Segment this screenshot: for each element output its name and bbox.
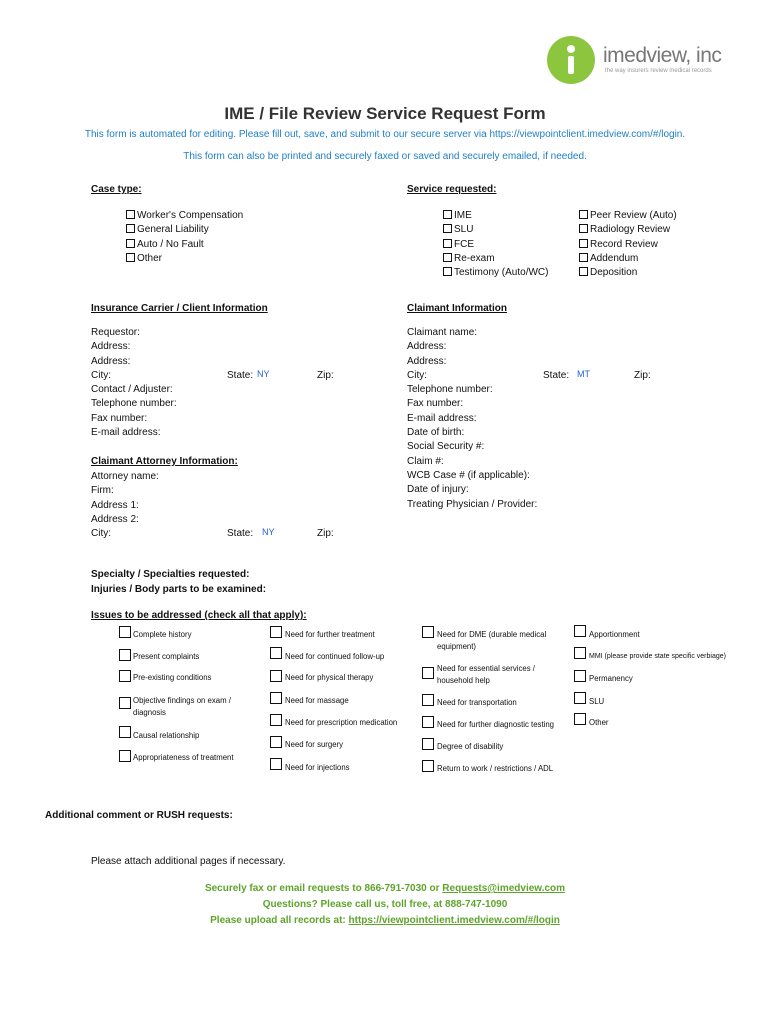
attorney-fields — [91, 470, 159, 541]
state-label: State: — [227, 528, 254, 539]
fax-field[interactable]: Fax number: — [407, 398, 464, 410]
checkbox-icon[interactable] — [270, 692, 282, 704]
logo-tagline: the way insurers review medical records — [605, 68, 712, 74]
checkbox-icon[interactable] — [579, 267, 588, 276]
checkbox-icon[interactable] — [270, 647, 282, 659]
service-option[interactable]: Radiology Review — [579, 223, 677, 237]
checkbox-icon[interactable] — [119, 670, 131, 682]
intro-print: This form can also be printed and securely faxed or saved and securely emailed, if needed. — [183, 151, 587, 162]
service-option[interactable]: Addendum — [579, 252, 677, 266]
logo-text: imedview, inc — [603, 44, 722, 67]
viewpoint-login-link[interactable]: https://viewpointclient.imedview.com/#/login — [348, 915, 560, 926]
state-label: State: — [227, 370, 254, 381]
footer-upload-line: Please upload all records at: https://viewpointclient.imedview.com/#/login — [210, 915, 560, 926]
service-option[interactable]: FCE — [443, 238, 548, 252]
firm-field[interactable]: Firm: — [91, 485, 114, 497]
requestor-field[interactable]: Requestor: — [91, 327, 140, 338]
case-option[interactable]: General Liability — [126, 223, 243, 237]
checkbox-icon[interactable] — [579, 253, 588, 262]
specialty-field[interactable]: Specialty / Specialties requested: — [91, 569, 250, 580]
email-field[interactable]: E-mail address: — [407, 412, 477, 424]
attach-note: Please attach additional pages if necessary. — [91, 856, 286, 867]
claim-number-field[interactable]: Claim #: — [407, 455, 444, 467]
checkbox-icon[interactable] — [443, 267, 452, 276]
dob-field[interactable]: Date of birth: — [407, 427, 465, 439]
case-type-options — [126, 209, 243, 266]
checkbox-icon[interactable] — [574, 670, 586, 682]
address-field[interactable]: Address 2: — [91, 513, 139, 525]
checkbox-icon[interactable] — [119, 726, 131, 738]
checkbox-icon[interactable] — [270, 736, 282, 748]
address-field[interactable]: Address 1: — [91, 499, 139, 511]
logo-i-icon — [547, 36, 595, 84]
page-title: IME / File Review Service Request Form — [224, 104, 546, 123]
checkbox-icon[interactable] — [422, 738, 434, 750]
state-input[interactable]: NY — [262, 527, 275, 537]
zip-field[interactable]: Zip: — [317, 528, 334, 539]
injury-date-field[interactable]: Date of injury: — [407, 484, 469, 496]
checkbox-icon[interactable] — [119, 626, 131, 638]
service-option[interactable]: SLU — [443, 223, 548, 237]
case-option[interactable]: Other — [126, 252, 243, 266]
ssn-field[interactable]: Social Security #: — [407, 441, 485, 453]
service-col2 — [579, 209, 677, 280]
claimant-heading: Claimant Information — [407, 303, 508, 314]
wcb-case-field[interactable]: WCB Case # (if applicable): — [407, 469, 530, 481]
attorney-heading: Claimant Attorney Information: — [91, 456, 238, 467]
checkbox-icon[interactable] — [422, 694, 434, 706]
checkbox-icon[interactable] — [574, 647, 586, 659]
service-option[interactable]: Re-exam — [443, 252, 548, 266]
state-label: State: — [543, 370, 570, 381]
physician-field[interactable]: Treating Physician / Provider: — [407, 498, 538, 510]
service-option[interactable]: Record Review — [579, 238, 677, 252]
checkbox-icon[interactable] — [574, 713, 586, 725]
contact-field[interactable]: Contact / Adjuster: — [91, 384, 173, 396]
city-field[interactable]: City: — [91, 369, 111, 381]
checkbox-icon[interactable] — [422, 667, 434, 679]
checkbox-icon[interactable] — [270, 626, 282, 638]
checkbox-icon[interactable] — [579, 224, 588, 233]
address-field[interactable]: Address: — [91, 341, 131, 353]
insurance-fields — [91, 326, 177, 440]
footer-fax-line: Securely fax or email requests to 866-791-7030 or Requests@imedview.com — [204, 883, 566, 894]
service-col1 — [443, 209, 548, 280]
checkbox-icon[interactable] — [574, 625, 586, 637]
attorney-name-field[interactable]: Attorney name: — [91, 471, 159, 482]
zip-field[interactable]: Zip: — [634, 370, 651, 381]
fax-field[interactable]: Fax number: — [91, 412, 148, 424]
claimant-fields — [407, 326, 537, 512]
checkbox-icon[interactable] — [126, 210, 135, 219]
service-option[interactable]: IME — [443, 209, 548, 223]
footer-questions-line: Questions? Please call us, toll free, at 888-747-1090 — [262, 899, 508, 910]
phone-field[interactable]: Telephone number: — [407, 384, 493, 396]
checkbox-icon[interactable] — [422, 626, 434, 638]
checkbox-icon[interactable] — [119, 697, 131, 709]
service-option[interactable]: Testimony (Auto/WC) — [443, 266, 548, 280]
state-input[interactable]: MT — [577, 369, 590, 379]
service-option[interactable]: Peer Review (Auto) — [579, 209, 677, 223]
city-field[interactable]: City: — [407, 369, 427, 381]
checkbox-icon[interactable] — [422, 760, 434, 772]
checkbox-icon[interactable] — [126, 224, 135, 233]
email-field[interactable]: E-mail address: — [91, 427, 161, 439]
insurance-heading: Insurance Carrier / Client Information — [91, 303, 268, 314]
checkbox-icon[interactable] — [119, 750, 131, 762]
comments-field[interactable]: Additional comment or RUSH requests: — [45, 810, 233, 821]
issues-heading: Issues to be addressed (check all that apply): — [91, 610, 307, 621]
service-option[interactable]: Deposition — [579, 266, 677, 280]
checkbox-icon[interactable] — [443, 210, 452, 219]
state-input[interactable]: NY — [257, 369, 270, 379]
checkbox-icon[interactable] — [126, 253, 135, 262]
city-field[interactable]: City: — [91, 528, 111, 540]
requests-email-link[interactable]: Requests@imedview.com — [442, 883, 566, 894]
address-field[interactable]: Address: — [407, 341, 447, 353]
case-option[interactable]: Worker's Compensation — [126, 209, 243, 223]
checkbox-icon[interactable] — [270, 714, 282, 726]
checkbox-icon[interactable] — [443, 253, 452, 262]
checkbox-icon[interactable] — [443, 224, 452, 233]
checkbox-icon[interactable] — [422, 716, 434, 728]
checkbox-icon[interactable] — [270, 758, 282, 770]
case-type-heading: Case type: — [91, 184, 142, 195]
checkbox-icon[interactable] — [579, 239, 588, 248]
checkbox-icon[interactable] — [574, 692, 586, 704]
injuries-field[interactable]: Injuries / Body parts to be examined: — [91, 584, 267, 595]
zip-field[interactable]: Zip: — [317, 370, 334, 381]
checkbox-icon[interactable] — [119, 649, 131, 661]
checkbox-icon[interactable] — [579, 210, 588, 219]
address-field[interactable]: Address: — [91, 355, 131, 367]
checkbox-icon[interactable] — [443, 239, 452, 248]
address-field[interactable]: Address: — [407, 355, 447, 367]
checkbox-icon[interactable] — [126, 239, 135, 248]
intro-automated: This form is automated for editing. Please fill out, save, and submit to our secure server via https://viewpointclient.imedview.com/#/login. — [84, 129, 686, 140]
service-heading: Service requested: — [407, 184, 497, 195]
claimant-name-field[interactable]: Claimant name: — [407, 327, 478, 338]
case-option[interactable]: Auto / No Fault — [126, 238, 243, 252]
phone-field[interactable]: Telephone number: — [91, 398, 177, 410]
checkbox-icon[interactable] — [270, 670, 282, 682]
